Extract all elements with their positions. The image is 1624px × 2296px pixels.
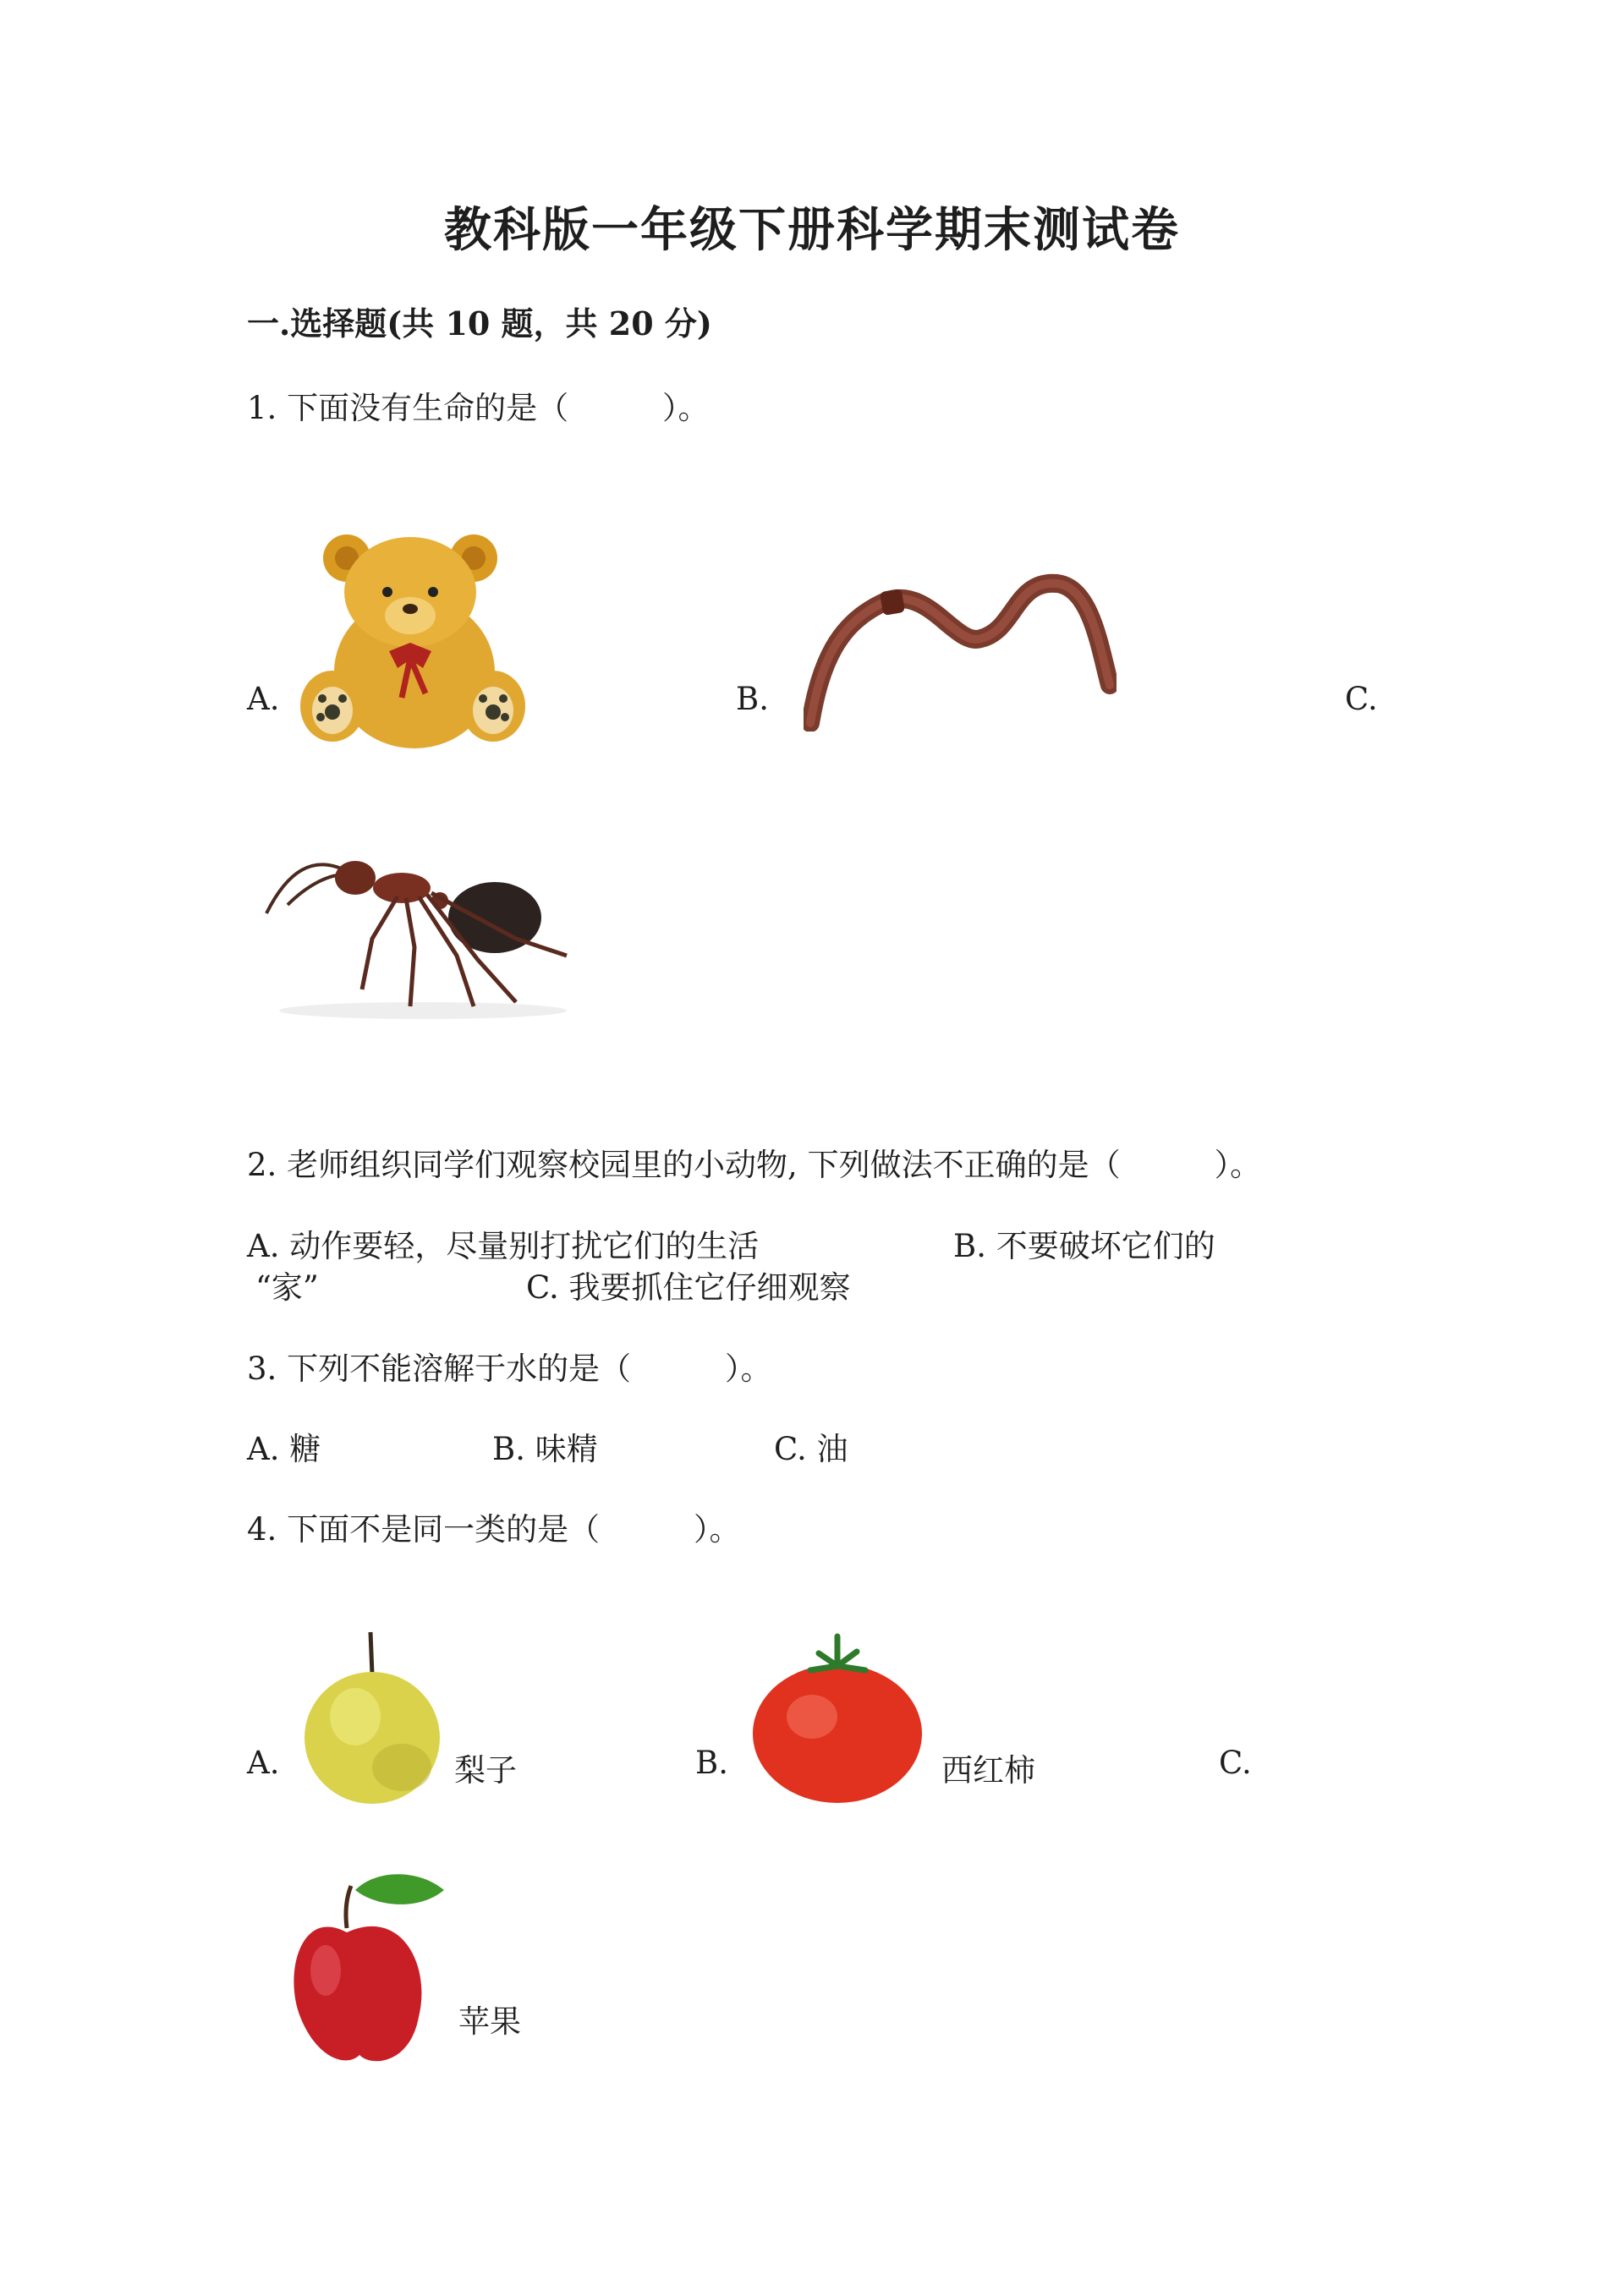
question-4-stem: 4. 下面不是同一类的是（ ）。: [247, 1511, 741, 1548]
teddy-bear-image[interactable]: [300, 524, 529, 753]
q2-option-a[interactable]: A. 动作要轻，尽量别打扰它们的生活: [247, 1228, 760, 1264]
q4-option-a-text: 梨子: [454, 1752, 517, 1789]
q2-option-b-continued: “家”: [255, 1269, 319, 1306]
page-title: 教科版一年级下册科学期末测试卷: [444, 202, 1180, 258]
section-heading: 一.选择题(共 10 题，共 20 分): [247, 304, 712, 342]
q1-option-c-label[interactable]: C.: [1345, 681, 1378, 717]
q4-option-c-label[interactable]: C.: [1219, 1745, 1252, 1781]
q4-option-a-label[interactable]: A.: [247, 1745, 280, 1781]
q1-option-b-label[interactable]: B.: [736, 681, 769, 717]
question-3-stem: 3. 下列不能溶解于水的是（ ）。: [247, 1351, 772, 1387]
q3-option-a[interactable]: A. 糖: [247, 1431, 321, 1467]
question-1-stem: 1. 下面没有生命的是（ ）。: [247, 390, 710, 426]
q1-option-a-label[interactable]: A.: [247, 681, 280, 717]
ant-image[interactable]: [262, 837, 584, 1032]
tomato-image[interactable]: [751, 1628, 924, 1806]
pear-image[interactable]: [300, 1628, 444, 1806]
q4-option-c-text: 苹果: [458, 2003, 521, 2040]
q4-option-b-label[interactable]: B.: [695, 1745, 728, 1781]
q2-option-b[interactable]: B. 不要破坏它们的: [953, 1228, 1215, 1264]
q3-option-b[interactable]: B. 味精: [492, 1431, 598, 1467]
q3-option-c[interactable]: C. 油: [774, 1431, 848, 1467]
q4-option-b-text: 西红柿: [941, 1752, 1035, 1789]
q2-option-c[interactable]: C. 我要抓住它仔细观察: [526, 1269, 851, 1306]
apple-image[interactable]: [283, 1873, 448, 2068]
earthworm-image[interactable]: [804, 562, 1116, 732]
question-2-stem: 2. 老师组织同学们观察校园里的小动物, 下列做法不正确的是（ ）。: [247, 1147, 1262, 1183]
